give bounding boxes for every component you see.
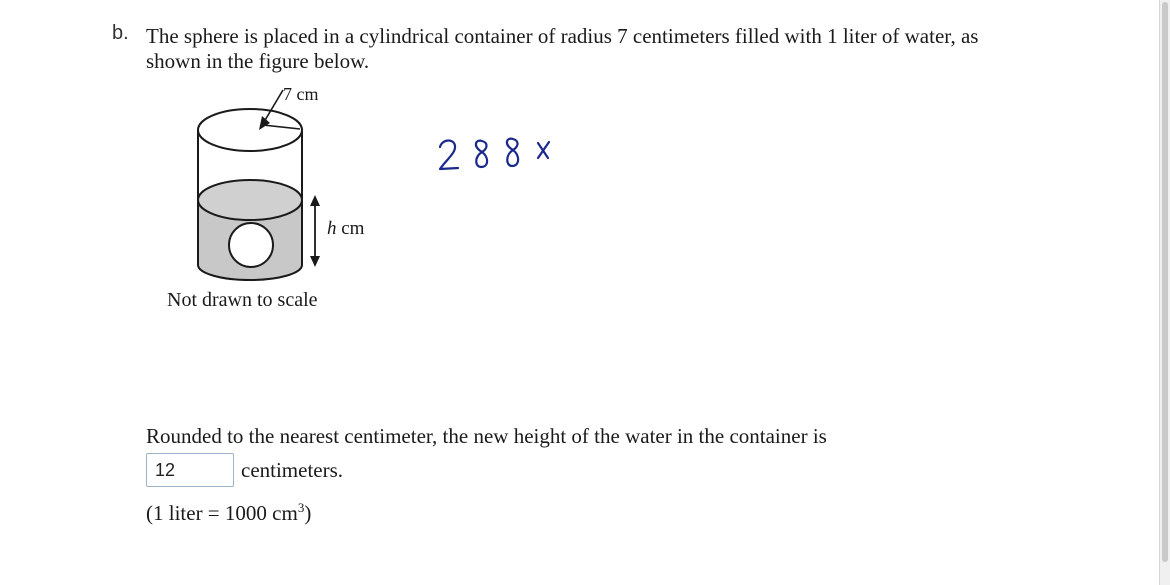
handwritten-note	[432, 130, 562, 180]
hw-letter-x	[538, 142, 549, 158]
conversion-superscript: 3	[297, 500, 305, 515]
radius-arrowhead	[259, 116, 270, 130]
answer-prompt: Rounded to the nearest centimeter, the new height of the water in the container is	[146, 424, 827, 448]
conversion-prefix: (1 liter = 1000 cm	[146, 501, 298, 525]
sphere	[229, 223, 273, 267]
answer-row	[146, 452, 343, 488]
hw-digit-8a	[476, 141, 487, 167]
answer-input[interactable]	[146, 453, 234, 487]
height-label	[327, 218, 364, 240]
cylinder-top	[198, 109, 302, 151]
conversion-suffix: )	[304, 501, 312, 525]
water-surface	[198, 180, 302, 220]
height-arrow-top	[310, 195, 320, 206]
part-label: b.	[112, 22, 129, 44]
height-variable: h	[327, 218, 337, 239]
hw-digit-2	[440, 140, 458, 169]
water-body	[198, 200, 302, 280]
height-unit: cm	[341, 218, 365, 239]
conversion-note	[146, 500, 311, 526]
height-arrow-bottom	[310, 256, 320, 267]
vertical-scrollbar[interactable]	[1159, 0, 1170, 585]
radius-line	[263, 125, 300, 129]
radius-leader	[261, 90, 283, 127]
figure-caption: Not drawn to scale	[167, 289, 318, 311]
cylinder-bottom	[198, 265, 302, 280]
scrollbar-thumb[interactable]	[1162, 2, 1168, 562]
radius-label: 7 cm	[283, 84, 319, 104]
hw-digit-8b	[507, 139, 518, 166]
answer-unit: centimeters.	[241, 457, 344, 482]
question-text: The sphere is placed in a cylindrical container of radius 7 centimeters filled with 1 liter of water, as shown in the figure below.	[146, 24, 979, 73]
